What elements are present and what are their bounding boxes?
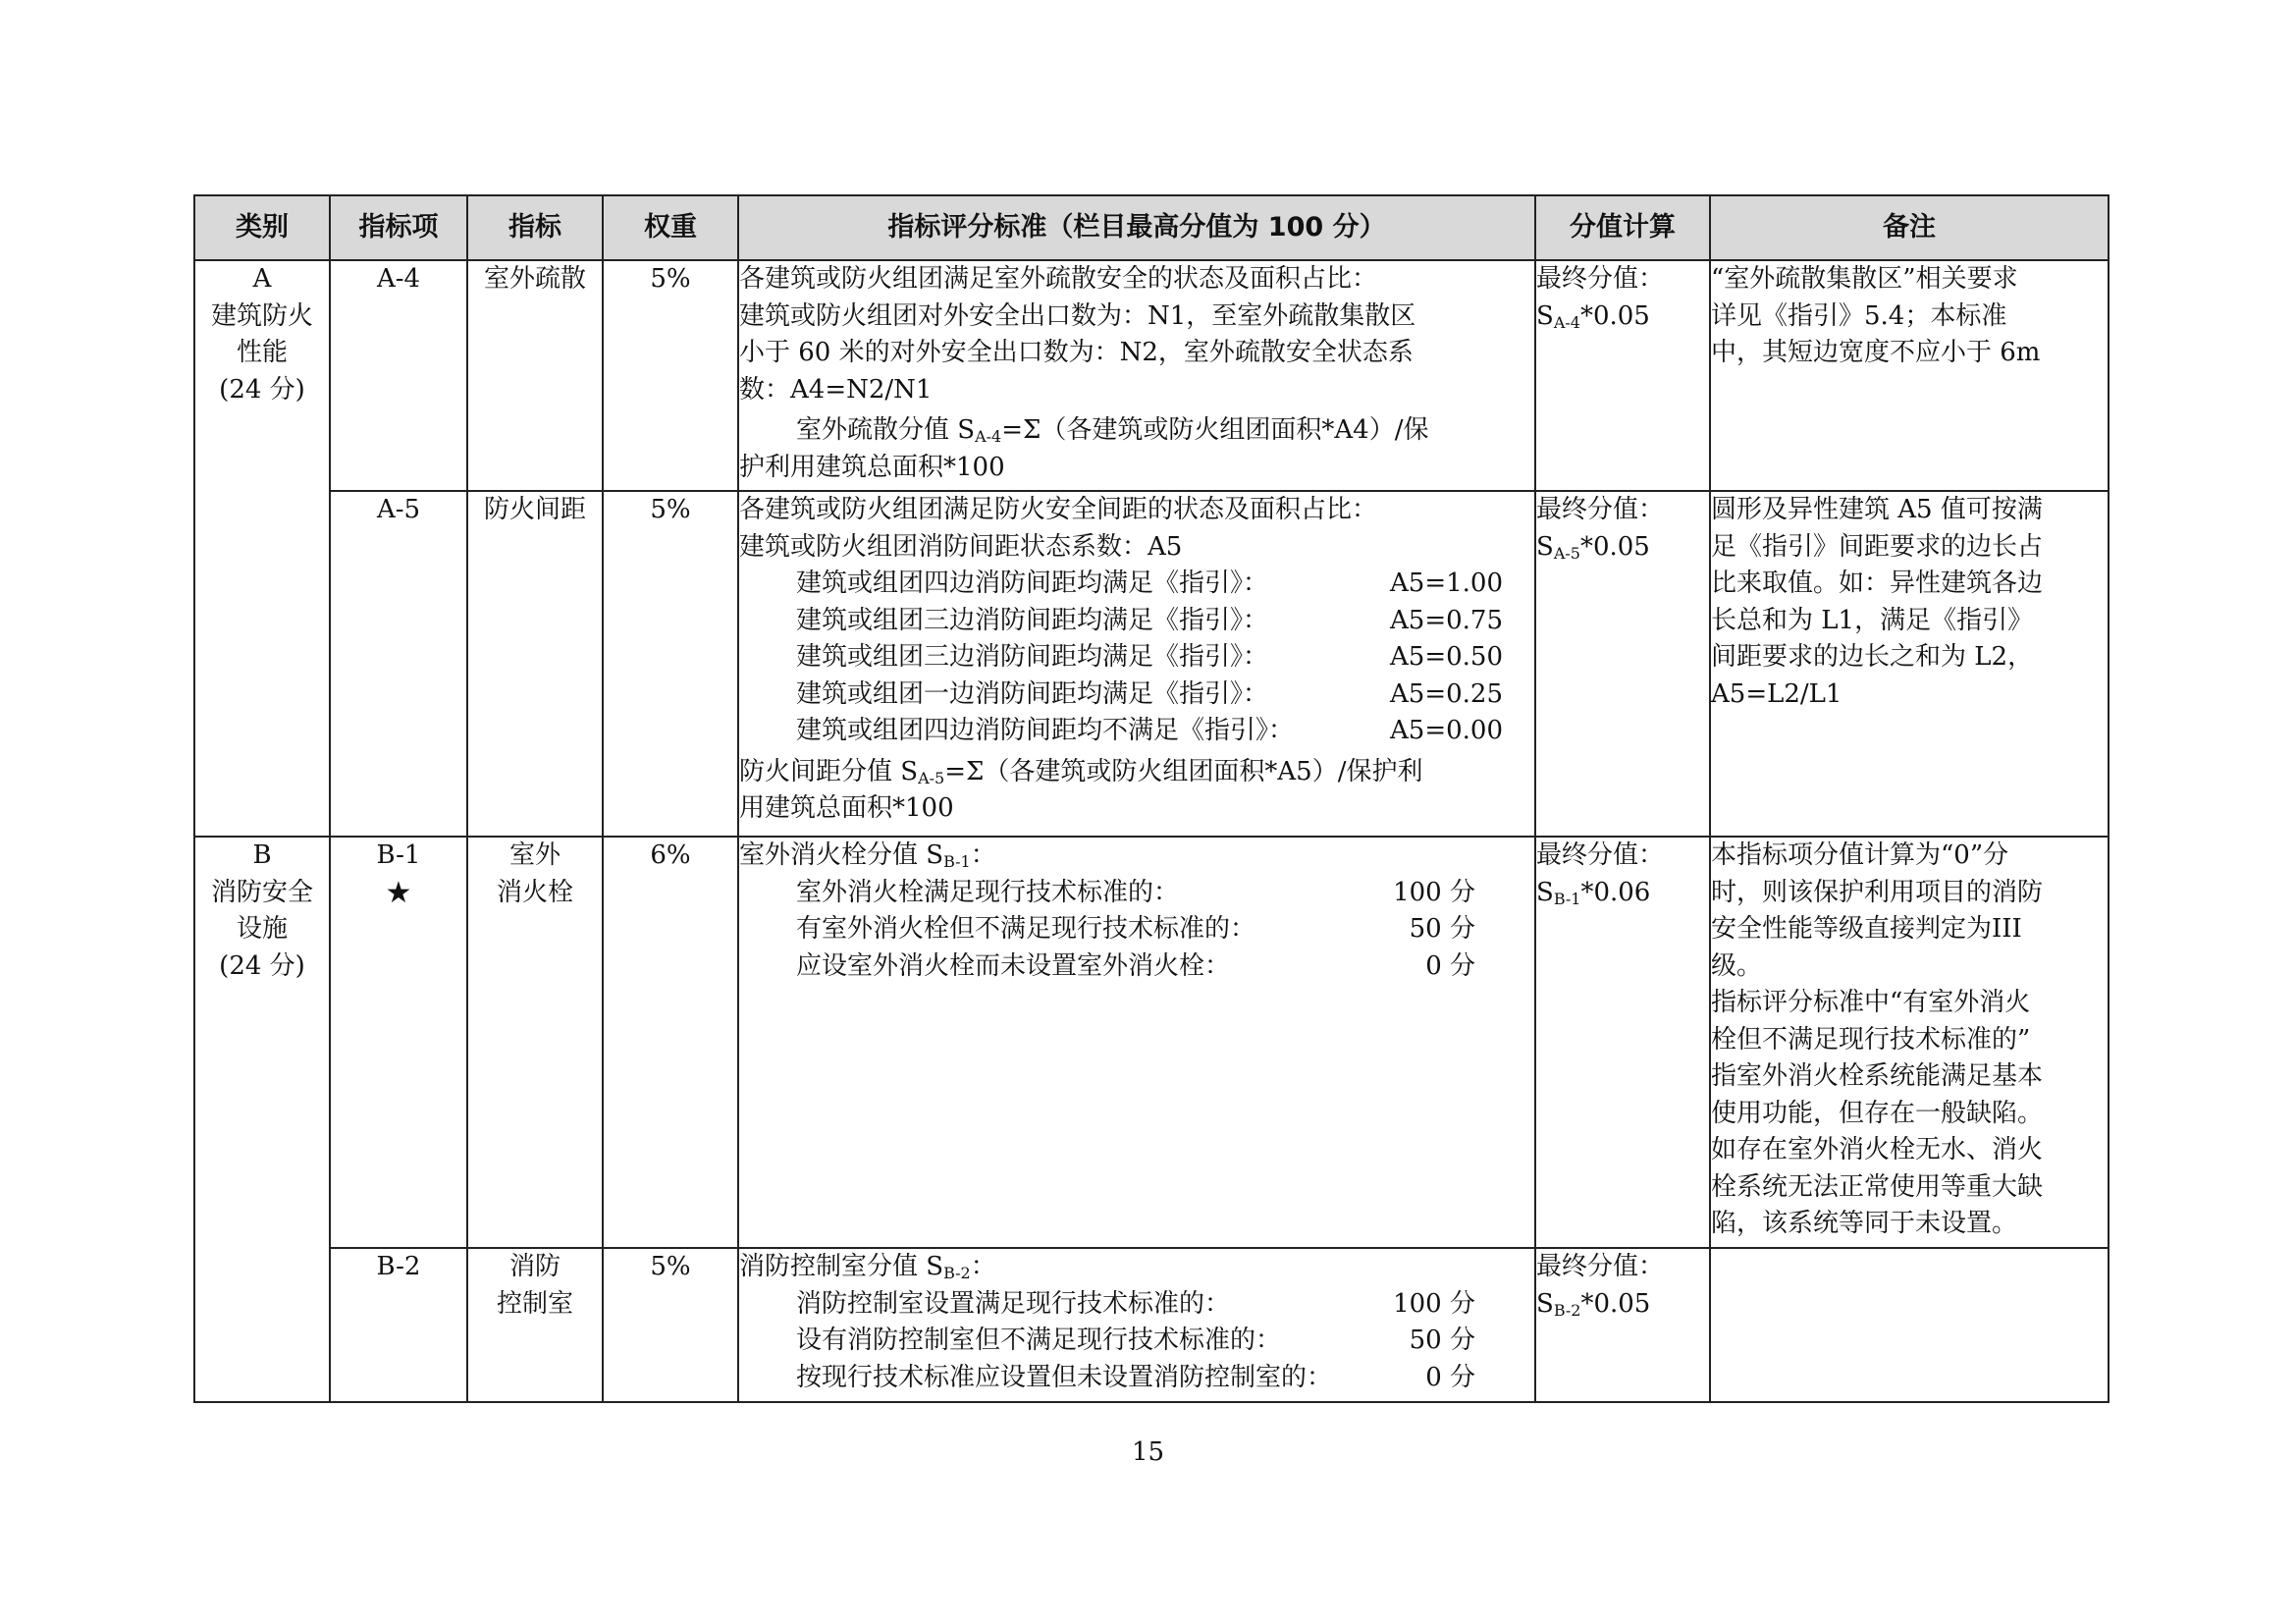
note-b1-line: 栓系统无法正常使用等重大缺 [1711,1171,2044,1202]
weight-b1: 6% [603,837,738,1248]
calc-b1: 最终分值： $S_{B-1}*0.06$ [1535,837,1710,1248]
note-a5-line: 比来取值。如：异性建筑各边 [1711,568,2044,598]
item-code-b1 [330,837,467,1248]
calc-a4: 最终分值： $S_{A-4}*0.05$ [1535,260,1710,491]
header-weight: 权重 [603,195,738,260]
a4-std-line: 小于 60 米的对外安全出口数为：N2，室外疏散安全状态系 [739,338,1414,367]
a5-item: 建筑或组团一边消防间距均满足《指引》： A5=0.25 [796,678,1503,709]
weight-a4: 5% [603,260,738,491]
category-a-name-2: 性能 [236,338,288,367]
a4-formula-cont: 护利用建筑总面积*100 [739,452,1005,482]
note-a5-line: 圆形及异性建筑 A5 值可按满 [1711,495,2043,524]
standard-b1 [738,837,1535,1248]
note-a5-line: A5=L2/L1 [1711,678,1842,709]
note-b1-line: 本指标项分值计算为“0”分 [1711,840,2009,870]
a4-std-line: 数：A4=N2/N1 [739,374,933,405]
note-b1-line: 如存在室外消火栓无水、消火 [1711,1135,2044,1164]
note-b1-line: 指室外消火栓系统能满足基本 [1711,1061,2044,1091]
b2-item: 设有消防控制室但不满足现行技术标准的： 50 分 [796,1326,1475,1355]
note-b1-line: 时，则该保护利用项目的消防 [1711,877,2044,907]
note-a4-line: “室外疏散集散区”相关要求 [1711,264,2018,294]
header-note: 备注 [1710,195,2109,260]
a5-item: 建筑或组团四边消防间距均不满足《指引》： A5=0.00 [796,716,1503,745]
note-b2 [1710,1248,2109,1402]
note-b1-line: 栓但不满足现行技术标准的” [1711,1024,2031,1055]
item-code-a5: A-5 [330,491,467,837]
category-b-code: B [252,840,272,870]
note-b1 [1710,837,2109,1248]
note-a4-line: 详见《指引》5.4；本标准 [1711,300,2007,331]
b1-code: B-1 [376,840,421,870]
header-item: 指标项 [330,195,467,260]
note-b1-line: 级。 [1711,950,1763,981]
standard-a4 [738,260,1535,491]
a5-formula-cont: 用建筑总面积*100 [739,793,954,823]
note-b1-line: 陷，该系统等同于未设置。 [1711,1209,2018,1238]
note-a5-line: 间距要求的边长之和为 L2， [1711,642,2034,672]
b1-item: 应设室外消火栓而未设置室外消火栓： 0 分 [796,950,1475,981]
a5-std-line: 建筑或防火组团消防间距状态系数：A5 [739,531,1183,562]
indicator-b2: 消防 控制室 [467,1248,603,1402]
page-number: 15 [1131,1437,1165,1467]
a5-item: 建筑或组团三边消防间距均满足《指引》： A5=0.75 [796,605,1503,635]
b2-item: 消防控制室设置满足现行技术标准的： 100 分 [796,1288,1475,1319]
table-row-b1 [194,837,2109,1248]
table-row-a5 [194,491,2109,837]
category-a-score: (24 分) [219,374,305,405]
item-code-a4: A-4 [330,260,467,491]
header-standard: 指标评分标准（栏目最高分值为 100 分） [738,195,1535,260]
category-a-name-1: 建筑防火 [210,300,313,331]
scoring-table [193,194,2109,1403]
b2-title: 消防控制室分值 $S_{B-2}$： [739,1252,996,1282]
weight-b2: 5% [603,1248,738,1402]
a4-std-line: 建筑或防火组团对外安全出口数为：N1，至室外疏散集散区 [739,300,1416,331]
category-a-code: A [252,264,272,294]
note-a5-line: 足《指引》间距要求的边长占 [1711,531,2044,562]
table-row-b2 [194,1248,2109,1402]
indicator-b1: 室外 消火栓 [467,837,603,1248]
b1-title: 室外消火栓分值 $S_{B-1}$： [739,840,996,871]
note-b1-line: 指标评分标准中“有室外消火 [1711,988,2031,1017]
table-row-a4 [194,260,2109,491]
note-a5-line: 长总和为 L1，满足《指引》 [1711,605,2034,635]
calc-b2: 最终分值： $S_{B-2}*0.05$ [1535,1248,1710,1402]
indicator-a5: 防火间距 [467,491,603,837]
b1-item: 有室外消火栓但不满足现行技术标准的： 50 分 [796,914,1475,944]
a5-formula: 防火间距分值 $S_{A-5}=\Sigma$（各建筑或防火组团面积*A5）/保护利 [739,756,1423,787]
header-row [194,195,2109,260]
standard-b2 [738,1248,1535,1402]
category-b-score: (24 分) [219,950,305,981]
a4-formula: 室外疏散分值 $S_{A-4}=\Sigma$（各建筑或防火组团面积*A4）/保 [796,415,1429,446]
note-b1-line: 安全性能等级直接判定为III [1711,914,2022,944]
category-a-cell [194,260,330,837]
header-calc: 分值计算 [1535,195,1710,260]
b2-item: 按现行技术标准应设置但未设置消防控制室的： 0 分 [796,1362,1475,1392]
b1-item: 室外消火栓满足现行技术标准的： 100 分 [796,877,1475,907]
indicator-a4: 室外疏散 [467,260,603,491]
a5-item: 建筑或组团四边消防间距均满足《指引》： A5=1.00 [796,568,1503,598]
note-b1-line: 使用功能，但存在一般缺陷。 [1711,1098,2044,1128]
a5-std-line: 各建筑或防火组团满足防火安全间距的状态及面积占比： [739,495,1378,524]
a4-std-line: 各建筑或防火组团满足室外疏散安全的状态及面积占比： [739,264,1378,294]
star-icon: ★ [385,875,412,910]
header-category: 类别 [194,195,330,260]
note-a5 [1710,491,2109,837]
category-b-cell [194,837,330,1402]
header-indicator: 指标 [467,195,603,260]
note-a4 [1710,260,2109,491]
category-b-name-1: 消防安全 [210,877,313,907]
standard-a5 [738,491,1535,837]
calc-a5: 最终分值： $S_{A-5}*0.05$ [1535,491,1710,837]
item-code-b2: B-2 [330,1248,467,1402]
weight-a5: 5% [603,491,738,837]
note-a4-line: 中，其短边宽度不应小于 6m [1711,338,2041,367]
category-b-name-2: 设施 [236,914,288,944]
a5-item: 建筑或组团三边消防间距均满足《指引》： A5=0.50 [796,642,1503,672]
